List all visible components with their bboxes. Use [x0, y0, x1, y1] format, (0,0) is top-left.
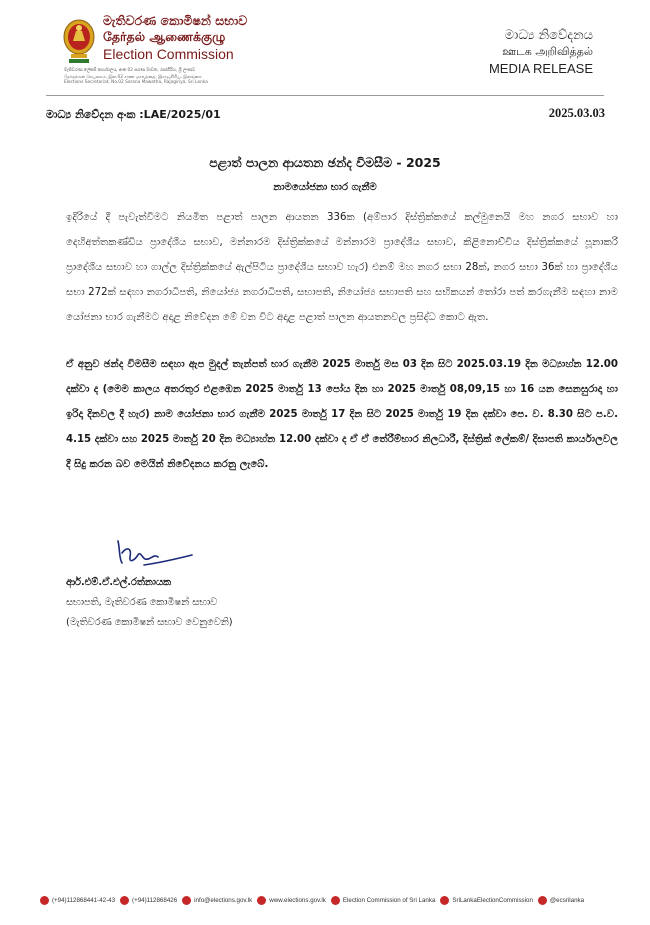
org-name-sinhala: මැතිවරණ කොමිෂන් සභාව — [103, 13, 248, 28]
footer-email[interactable] — [182, 896, 252, 905]
address-sinhala: මැතිවරණ ලේකම් කාර්යාලය, අංක 02 සරණ මාවත, රාජගිරිය, ශ්‍රී ලංකාව — [64, 68, 196, 73]
footer-fax — [120, 896, 177, 905]
email-icon — [182, 896, 191, 905]
footer-website-text[interactable]: www.elections.gov.lk — [269, 896, 326, 904]
media-release-tamil: ஊடக அறிவித்தல் — [502, 45, 593, 58]
facebook-icon — [331, 896, 340, 905]
signatory-name: ආර්.එම්.ඒ.එල්.රත්නායක — [66, 577, 171, 588]
globe-icon — [257, 896, 266, 905]
address-english: Elections Secretariat, No.02 Sarana Mawatha, Rajagiriya, Sri Lanka — [64, 80, 208, 85]
signatory-on-behalf: (මැතිවරණ කොමිෂන් සභාව වෙනුවෙනි) — [66, 617, 233, 628]
footer-email-text[interactable]: info@elections.gov.lk — [194, 896, 253, 904]
twitter-icon — [538, 896, 547, 905]
org-name-tamil: தேர்தல் ஆணைக்குழு — [103, 29, 226, 44]
footer-phone-text: (+94)112868441-42-43 — [52, 896, 116, 904]
release-date: 2025.03.03 — [548, 106, 605, 120]
org-name-english: Election Commission — [103, 46, 234, 62]
address-tamil: தேர்தல்கள் செயலகம், இல.02 சரண மாவத்தை, இராஜகிரிய, இலங்கை — [64, 75, 202, 80]
phone-icon — [40, 896, 49, 905]
youtube-icon — [440, 896, 449, 905]
signatory-title: සභාපති, මැතිවරණ කොමිෂන් සභාව — [66, 597, 218, 608]
sri-lanka-emblem-icon — [62, 17, 96, 67]
footer-facebook-text[interactable]: Election Commission of Sri Lanka — [342, 896, 436, 904]
footer-website[interactable] — [257, 896, 326, 905]
footer-phone — [40, 896, 115, 905]
footer-youtube-text[interactable]: SriLankaElectionCommission — [452, 896, 533, 904]
media-release-sinhala: මාධ්‍ය නිවේදනය — [504, 28, 593, 43]
footer-twitter-text[interactable]: @ecsrilanka — [549, 896, 585, 904]
footer-youtube[interactable] — [440, 896, 532, 905]
handwritten-signature — [110, 527, 200, 577]
footer-fax-text: (+94)112868426 — [132, 896, 178, 904]
release-title: පළාත් පාලන ආයතන ඡන්ද විමසීම - 2025 — [209, 155, 441, 170]
footer-facebook[interactable] — [331, 896, 436, 905]
header-divider — [46, 95, 604, 96]
footer-contacts — [40, 892, 615, 908]
media-release-english: MEDIA RELEASE — [488, 61, 593, 76]
body-paragraph-2: ඒ අනුව ඡන්ද විමසීම සඳහා ඇප මුදල් තැන්පත් භාර ගැනීම 2025 මාර්තු මස 03 දින සිට 2025.03.19 දින මධ්‍යාහ්න 12.00 දක්වා ද (මෙම කාලය අතරතුර එළඹෙන 2025 මාර්තු 13 පෝය දින හා 2025 මාර්තු 08,09,15 හා 16 යන සෙනසුරාදා හා ඉරිදා දිනවල දී හැර) නාම යෝජනා භාර ගැනීම 2025 මාර්තු 17 දින සිට 2025 මාර්තු 19 දින දක්වා පෙ. ව. 8.30 සිට ප.ව. 4.15 දක්වා සහ 2025 මාර්තු 20 දින මධ්‍යාහ්න 12.00 දක්වා ද ඒ ඒ තේරීම්භාර නිලධාරී, දිස්ත්‍රික් ලේකම්/ දිසාපති කාර්යාලවල දී සිදු කරන බව මෙයින් නිවේදනය කරනු ලැබේ. — [66, 359, 618, 470]
release-subtitle: නාමයෝජනා භාර ගැනීම — [273, 182, 377, 193]
footer-twitter[interactable] — [538, 896, 584, 905]
body-paragraph-1: ඉදිරියේ දී පැවැත්වීමට නියමිත පළාත් පාලන ආයතන 336ක (අම්පාර දිස්ත්‍රික්කයේ කල්මුනෙයි මහ නගර සභාව හා දෙහිඅත්තකණ්ඩිය ප්‍රාදේශීය සභාව, මන්නාරම දිස්ත්‍රික්කයේ මන්නාරම ප්‍රාදේශීය සභාව, කිළිනොච්චිය දිස්ත්‍රික්කයේ පූනාකරි ප්‍රාදේශීය සභාව හා ගාල්ල දිස්ත්‍රික්කයේ ඇල්පිටිය ප්‍රාදේශීය සභාව හැර) එනම් මහ නගර සභා 28ක්, නගර සභා 36ක් හා ප්‍රාදේශීය සභා 272ක් සඳහා නගරාධිපති, නියෝජ්‍ය නගරාධිපති, සභාපති, නියෝජ්‍ය සභාපති සහ සභිකයන් තෝරා පත් කරගැනීම සඳහා නාම යෝජනා භාර ගැනීමට අදාළ නිවේදන මේ වන විට අදාළ පළාත් පාලන ආයතනවල ප්‍රසිද්ධ කොට ඇත. — [66, 212, 618, 323]
fax-icon — [120, 896, 129, 905]
release-reference: මාධ්‍ය නිවේදන අංක :LAE/2025/01 — [46, 108, 221, 121]
